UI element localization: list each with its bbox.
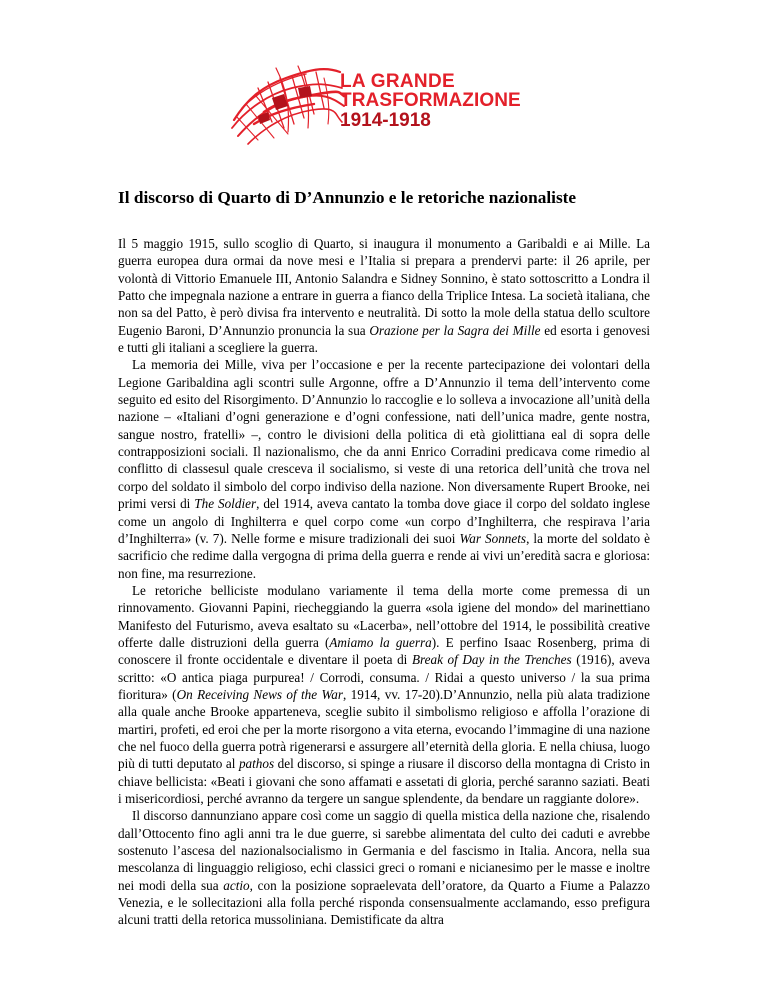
logo-line-1: LA GRANDE <box>340 71 455 92</box>
logo <box>228 58 528 150</box>
text-run: , la morte del soldato è sacrificio che redime dalla vergogna di prima della guerra e rende ai vivi un’eredità sacra e gloriosa: non fine, ma resurrezione. <box>118 530 650 581</box>
paragraph-2 <box>118 356 650 581</box>
italic-text: War Sonnets <box>459 530 527 546</box>
logo-years: 1914-1918 <box>340 110 431 131</box>
text-run: , del 1914, aveva cantato la tomba dove giace il corpo del soldato inglese come un angolo di Inghilterra e quel corpo come «un corpo d’Inghilterra, che respirava l’aria d’Inghilterra» (v. 7). Nelle forme e misure tradizionali dei suoi <box>118 496 650 546</box>
text-run: , 1914, vv. 17-20).D’Annunzio, nella più alata tradizione alla quale anche Brooke apparteneva, sceglie subito il simbolismo religioso e affolla l’orazione di martiri, profeti, ed eroi che per la morte risorgono a vita eterna, evocando l’immagine di una nazione che nel fuoco della guerra potrà rigenerarsi e assurgere all’eternità della gloria. E nella chiusa, luogo più di tutti deputato al <box>118 686 650 772</box>
article-body <box>118 235 650 929</box>
text-run: La memoria dei Mille, viva per l’occasione e per la recente partecipazione dei volontari della Legione Garibaldina agli scontri sulle Argonne, offre a D’Annunzio il tema dell’intervento come seguito ed esito del Risorgimento. D’Annunzio lo raccoglie e lo solleva a invocazione all’unità della nazione – «Italiani d’ogni generazione e d’ogni confessione, nati dell’unica madre, gente nostra, sangue nostro, fratelli» –, contro le divisioni della politica di età giolittiana eal di sopra delle contrapposizioni sociali. Il nazionalismo, che da anni Enrico Corradini predicava come rimedio al conflitto di classesul quale cresceva il socialismo, si veste di una retorica dell’unità che trova nel corpo del soldato il simbolo del corpo indiviso della nazione. Non diversamente Rupert Brooke, nei primi versi di <box>118 357 650 512</box>
italic-text: On Receiving News of the War <box>176 686 343 702</box>
text-run: Il 5 maggio 1915, sullo scoglio di Quarto, si inaugura il monumento a Garibaldi e ai Mille. La guerra europea dura ormai da nove mesi e l’Italia si prepara a prendervi parte: il 26 aprile, per volontà di Vittorio Emanuele III, Antonio Salandra e Sidney Sonnino, è stato sottoscritto a Londra il Patto che impegnala nazione a entrare in guerra a fianco della Triplice Intesa. La società italiana, che non sa del Patto, è però divisa fra intervento e neutralità. Di sotto la mole della statua dello scultore Eugenio Baroni, D’Annunzio pronuncia la sua <box>118 236 650 338</box>
italic-text: Break of Day in the Trenches <box>411 652 572 668</box>
italic-text: Amiamo la guerra <box>329 634 432 650</box>
paragraph-1 <box>118 235 650 356</box>
italic-text: Orazione per la Sagra dei Mille <box>369 322 541 338</box>
italic-text: actio <box>223 877 250 893</box>
text-run: (1916), aveva scritto: «O antica piaga purpurea! / Corrodi, consuma. / Ridai a questo universo / la sua prima fioritura» ( <box>118 652 650 702</box>
logo-scribble-icon <box>228 58 346 150</box>
page-title: Il discorso di Quarto di D’Annunzio e le retoriche nazionaliste <box>118 188 577 207</box>
text-run: Il discorso dannunziano appare così come un saggio di quella mistica della nazione che, risalendo dall’Ottocento fino agli anni tra le due guerre, si sarebbe alimentata del culto dei caduti e avrebbe sostenuto l’ascesa del nazionalsocialismo in Germania e del fascismo in Italia. Ancora, nella sua mescolanza di linguaggio religioso, echi classici greci o romani e nicianesimo per le masse e inoltre nei modi della sua <box>118 808 650 893</box>
text-run: del discorso, si spinge a riusare il discorso della montagna di Cristo in chiave bellicista: «Beati i giovani che sono affamati e assetati di gloria, perché saranno saziati. Beati i misericordiosi, perché avranno da tergere un sangue splendente, da bendare un raggiante dolore». <box>118 756 650 806</box>
text-run: , con la posizione sopraelevata dell’oratore, da Quarto a Fiume a Palazzo Venezia, e le sollecitazioni alla folla perché risponda consensualmente acclamando, esso prefigura alcuni tratti della retorica mussoliniana. Demistificate da altra <box>118 877 650 928</box>
text-run: ed esorta i genovesi e tutti gli italiani a scegliere la guerra. <box>118 322 650 356</box>
italic-text: The Soldier <box>194 496 257 512</box>
logo-wordmark <box>340 72 521 131</box>
text-run: ). E perfino Isaac Rosenberg, prima di conoscere il fronte occidentale e diventare il poeta di <box>118 634 650 668</box>
italic-text: pathos <box>238 756 275 772</box>
logo-line-2: TRASFORMAZIONE <box>340 90 521 111</box>
paragraph-4 <box>118 807 650 928</box>
text-run: Le retoriche belliciste modulano variamente il tema della morte come premessa di un rinnovamento. Giovanni Papini, riecheggiando la guerra «sola igiene del mondo» del marinettiano Manifesto del Futurismo, aveva esaltato su «Lacerba», nell’ottobre del 1914, le possibilità creative offerte dalle distruzioni della guerra ( <box>118 582 650 650</box>
paragraph-3 <box>118 582 650 807</box>
